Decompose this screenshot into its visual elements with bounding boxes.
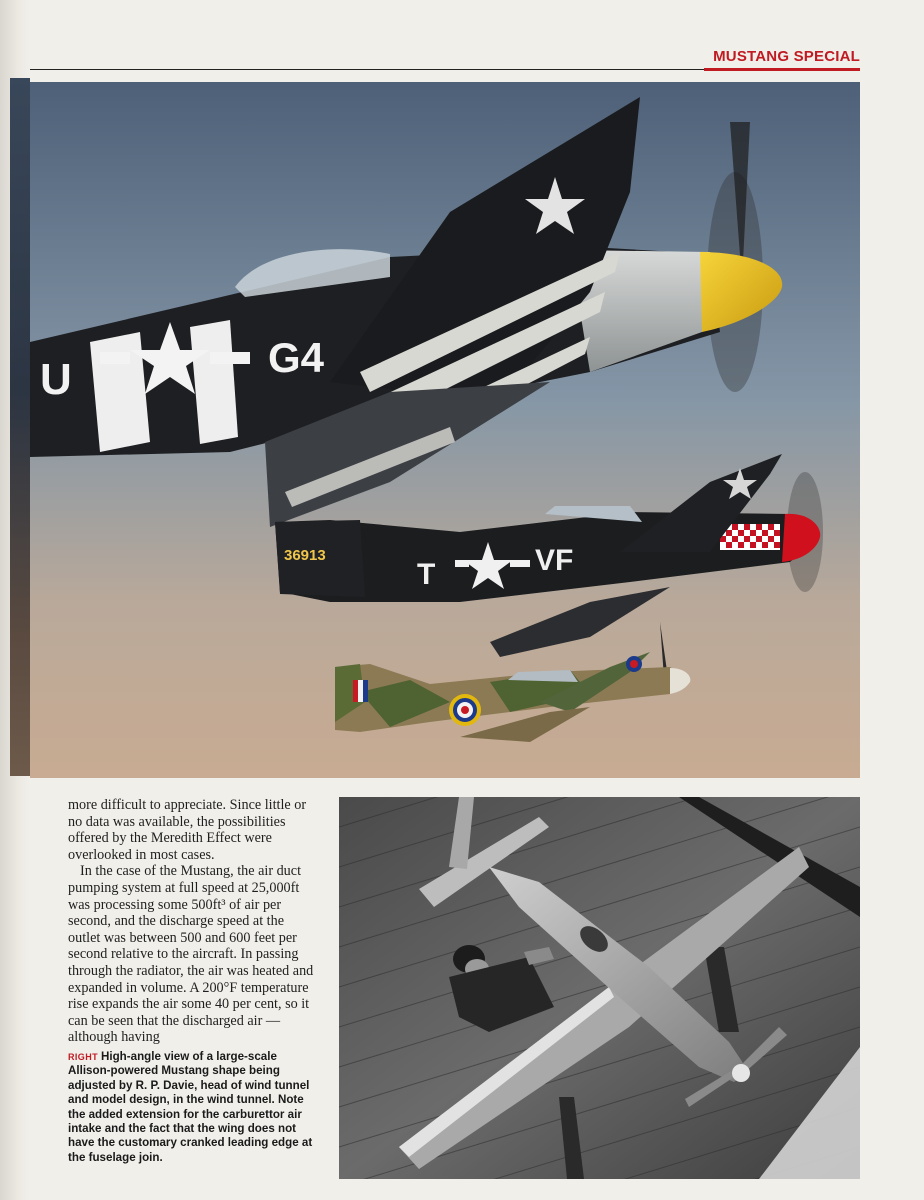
second-code-right-marking: VF <box>535 544 574 577</box>
wind-tunnel-photo-illustration <box>339 797 860 1179</box>
lead-letter-marking: U <box>40 355 72 404</box>
caption-text: High-angle view of a large-scale Allison-powered Mustang shape being adjusted by R. P. Davie, head of wind tunnel and model design, in the wind tunnel. Note the added extension for the carburettor air intake and the fact that the wing does not have the customary cranked leading edge at the fuselage join. <box>68 1050 313 1164</box>
wind-tunnel-photo <box>339 797 860 1179</box>
article-body <box>68 797 318 1046</box>
article-paragraph: more difficult to appreciate. Since little or no data was available, the possibilities offered by the Meredith Effect were overlooked in most cases. <box>68 797 307 863</box>
checker-nose-band <box>720 524 780 550</box>
caption-position-tag: RIGHT <box>68 1052 98 1062</box>
second-code-left-marking: T <box>417 558 436 591</box>
second-serial-marking: 36913 <box>284 547 326 564</box>
section-label-underline <box>704 68 860 71</box>
section-label: MUSTANG SPECIAL <box>713 48 860 65</box>
photo-caption <box>68 1050 318 1165</box>
article-paragraph: In the case of the Mustang, the air duct pumping system at full speed at 25,000ft was processing some 500ft³ of air per second, and the discharge speed at the outlet was between 500 and 600 feet per second relative to the aircraft. In passing through the radiator, the air was heated and expanded in volume. A 200°F temperature rise expands the air some 40 per cent, so it can be seen that the discharged air — although having <box>68 863 314 1046</box>
lead-code-marking: G4 <box>268 334 325 381</box>
hero-photo-illustration <box>30 82 860 778</box>
facing-page-edge <box>10 78 30 776</box>
hero-photo-mustang-formation <box>30 82 860 778</box>
